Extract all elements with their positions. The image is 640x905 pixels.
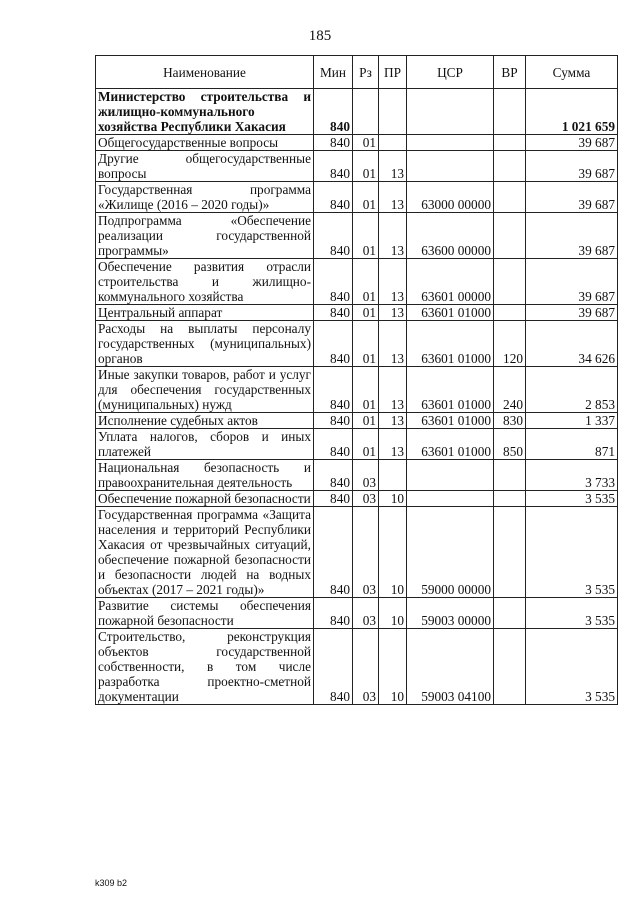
table-row bbox=[96, 89, 618, 135]
table-row bbox=[96, 598, 618, 629]
row-name: Министерство строительства и жилищно-коммунального хозяйства Республики Хакасия bbox=[96, 89, 314, 135]
table-row bbox=[96, 321, 618, 367]
row-sum: 3 535 bbox=[526, 598, 618, 629]
page-number: 185 bbox=[308, 28, 332, 44]
table-row bbox=[96, 151, 618, 182]
row-rz: 01 bbox=[353, 305, 379, 321]
header-rz: Рз bbox=[353, 56, 379, 89]
header-row bbox=[96, 56, 618, 89]
row-pr: 10 bbox=[379, 629, 407, 705]
row-min: 840 bbox=[314, 89, 353, 135]
row-pr: 13 bbox=[379, 367, 407, 413]
row-csr: 63601 00000 bbox=[407, 259, 494, 305]
row-min: 840 bbox=[314, 182, 353, 213]
row-rz: 01 bbox=[353, 182, 379, 213]
row-pr: 10 bbox=[379, 507, 407, 598]
table-row bbox=[96, 429, 618, 460]
row-pr bbox=[379, 89, 407, 135]
row-name: Обеспечение развития отрасли строительства и жилищно-коммунального хозяйства bbox=[96, 259, 314, 305]
row-csr: 63601 01000 bbox=[407, 305, 494, 321]
table-row bbox=[96, 135, 618, 151]
row-csr: 63601 01000 bbox=[407, 367, 494, 413]
row-min: 840 bbox=[314, 598, 353, 629]
row-vr bbox=[494, 491, 526, 507]
row-sum: 3 535 bbox=[526, 629, 618, 705]
table-row bbox=[96, 259, 618, 305]
row-vr bbox=[494, 460, 526, 491]
row-name: Иные закупки товаров, работ и услуг для обеспечения государственных (муниципальных) нужд bbox=[96, 367, 314, 413]
row-rz: 01 bbox=[353, 259, 379, 305]
row-vr bbox=[494, 598, 526, 629]
row-sum: 1 337 bbox=[526, 413, 618, 429]
row-min: 840 bbox=[314, 151, 353, 182]
row-name: Исполнение судебных актов bbox=[96, 413, 314, 429]
row-min: 840 bbox=[314, 135, 353, 151]
row-min: 840 bbox=[314, 413, 353, 429]
row-rz: 03 bbox=[353, 507, 379, 598]
table-row bbox=[96, 629, 618, 705]
row-pr bbox=[379, 135, 407, 151]
row-name: Развитие системы обеспечения пожарной безопасности bbox=[96, 598, 314, 629]
row-csr: 59000 00000 bbox=[407, 507, 494, 598]
row-csr bbox=[407, 491, 494, 507]
row-csr: 63601 01000 bbox=[407, 429, 494, 460]
row-sum: 3 535 bbox=[526, 507, 618, 598]
row-name: Национальная безопасность и правоохранительная деятельность bbox=[96, 460, 314, 491]
row-name: Строительство, реконструкция объектов государственной собственности, в том числе разработка проектно-сметной документации bbox=[96, 629, 314, 705]
header-min: Мин bbox=[314, 56, 353, 89]
row-vr bbox=[494, 135, 526, 151]
row-csr bbox=[407, 460, 494, 491]
header-vr: ВР bbox=[494, 56, 526, 89]
row-rz bbox=[353, 89, 379, 135]
row-min: 840 bbox=[314, 259, 353, 305]
row-vr: 850 bbox=[494, 429, 526, 460]
row-min: 840 bbox=[314, 213, 353, 259]
row-csr: 63601 01000 bbox=[407, 413, 494, 429]
row-name: Другие общегосударственные вопросы bbox=[96, 151, 314, 182]
row-rz: 01 bbox=[353, 135, 379, 151]
row-rz: 03 bbox=[353, 598, 379, 629]
row-pr: 13 bbox=[379, 429, 407, 460]
row-pr: 10 bbox=[379, 598, 407, 629]
row-vr bbox=[494, 182, 526, 213]
header-csr: ЦСР bbox=[407, 56, 494, 89]
row-name: Уплата налогов, сборов и иных платежей bbox=[96, 429, 314, 460]
row-rz: 01 bbox=[353, 429, 379, 460]
header-name: Наименование bbox=[96, 56, 314, 89]
row-csr: 59003 04100 bbox=[407, 629, 494, 705]
table-row bbox=[96, 413, 618, 429]
row-pr: 10 bbox=[379, 491, 407, 507]
row-min: 840 bbox=[314, 491, 353, 507]
row-vr bbox=[494, 151, 526, 182]
row-rz: 01 bbox=[353, 213, 379, 259]
row-vr bbox=[494, 259, 526, 305]
row-name: Обеспечение пожарной безопасности bbox=[96, 491, 314, 507]
row-name: Расходы на выплаты персоналу государственных (муниципальных) органов bbox=[96, 321, 314, 367]
table-row bbox=[96, 367, 618, 413]
row-rz: 03 bbox=[353, 460, 379, 491]
row-csr bbox=[407, 135, 494, 151]
table-row bbox=[96, 182, 618, 213]
row-vr bbox=[494, 507, 526, 598]
row-csr: 63600 00000 bbox=[407, 213, 494, 259]
row-csr: 63000 00000 bbox=[407, 182, 494, 213]
row-pr: 13 bbox=[379, 259, 407, 305]
row-sum: 34 626 bbox=[526, 321, 618, 367]
row-min: 840 bbox=[314, 429, 353, 460]
row-name: Центральный аппарат bbox=[96, 305, 314, 321]
header-pr: ПР bbox=[379, 56, 407, 89]
row-sum: 39 687 bbox=[526, 135, 618, 151]
row-sum: 3 535 bbox=[526, 491, 618, 507]
row-rz: 01 bbox=[353, 321, 379, 367]
row-csr: 59003 00000 bbox=[407, 598, 494, 629]
table-row bbox=[96, 213, 618, 259]
row-sum: 2 853 bbox=[526, 367, 618, 413]
row-vr bbox=[494, 305, 526, 321]
row-pr bbox=[379, 460, 407, 491]
row-min: 840 bbox=[314, 507, 353, 598]
row-csr bbox=[407, 151, 494, 182]
row-vr bbox=[494, 89, 526, 135]
row-min: 840 bbox=[314, 305, 353, 321]
row-pr: 13 bbox=[379, 413, 407, 429]
row-rz: 03 bbox=[353, 491, 379, 507]
row-min: 840 bbox=[314, 460, 353, 491]
row-sum: 39 687 bbox=[526, 151, 618, 182]
row-rz: 01 bbox=[353, 151, 379, 182]
row-sum: 1 021 659 bbox=[526, 89, 618, 135]
row-name: Подпрограмма «Обеспечение реализации государственной программы» bbox=[96, 213, 314, 259]
row-csr bbox=[407, 89, 494, 135]
row-min: 840 bbox=[314, 367, 353, 413]
table-row bbox=[96, 507, 618, 598]
row-vr bbox=[494, 629, 526, 705]
table-row bbox=[96, 491, 618, 507]
row-min: 840 bbox=[314, 321, 353, 367]
row-rz: 01 bbox=[353, 367, 379, 413]
row-min: 840 bbox=[314, 629, 353, 705]
row-sum: 871 bbox=[526, 429, 618, 460]
row-csr: 63601 01000 bbox=[407, 321, 494, 367]
footer-code: k309 b2 bbox=[95, 878, 128, 888]
budget-table bbox=[95, 55, 618, 705]
header-sum: Сумма bbox=[526, 56, 618, 89]
row-pr: 13 bbox=[379, 182, 407, 213]
row-pr: 13 bbox=[379, 305, 407, 321]
row-vr: 240 bbox=[494, 367, 526, 413]
row-vr bbox=[494, 213, 526, 259]
row-name: Государственная программа «Защита населения и территорий Республики Хакасия от чрезвычайных ситуаций, обеспечение пожарной безопасности и безопасности людей на водных объектах (2017 – 2021 годы)» bbox=[96, 507, 314, 598]
row-name: Государственная программа «Жилище (2016 – 2020 годы)» bbox=[96, 182, 314, 213]
row-rz: 03 bbox=[353, 629, 379, 705]
row-pr: 13 bbox=[379, 321, 407, 367]
row-sum: 3 733 bbox=[526, 460, 618, 491]
row-pr: 13 bbox=[379, 213, 407, 259]
row-vr: 830 bbox=[494, 413, 526, 429]
row-name: Общегосударственные вопросы bbox=[96, 135, 314, 151]
row-sum: 39 687 bbox=[526, 182, 618, 213]
row-sum: 39 687 bbox=[526, 213, 618, 259]
row-vr: 120 bbox=[494, 321, 526, 367]
row-pr: 13 bbox=[379, 151, 407, 182]
table-row bbox=[96, 305, 618, 321]
row-rz: 01 bbox=[353, 413, 379, 429]
row-sum: 39 687 bbox=[526, 305, 618, 321]
row-sum: 39 687 bbox=[526, 259, 618, 305]
table-row bbox=[96, 460, 618, 491]
